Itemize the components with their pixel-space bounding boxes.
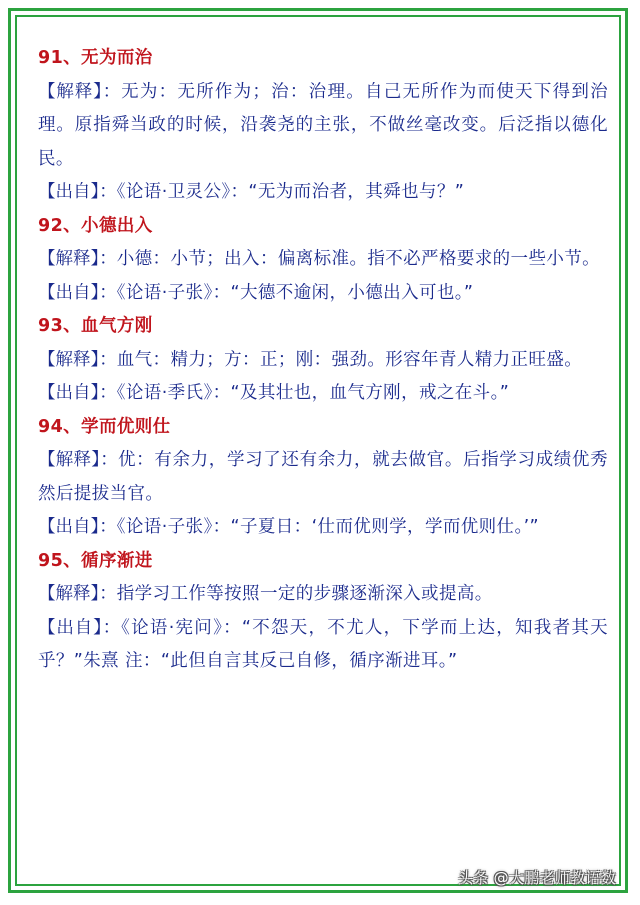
entry-source	[38, 377, 608, 411]
idiom-entry	[38, 310, 608, 411]
source-text: 《论语·卫灵公》：“无为而治者，其舜也与？”	[116, 182, 465, 202]
entry-title: 91、无为而治	[38, 48, 153, 68]
source-tag: 【出自】：	[38, 182, 117, 202]
source-tag: 【出自】：	[38, 383, 117, 403]
entry-explanation	[38, 76, 608, 177]
watermark: 头条 @大鹏老师教语数	[458, 869, 617, 887]
explain-text: 优：有余力，学习了还有余力，就去做官。后指学习成绩优秀然后提拔当官。	[38, 450, 608, 504]
explain-tag: 【解释】：	[38, 584, 117, 604]
idiom-entry	[38, 42, 608, 210]
entry-explanation	[38, 444, 608, 511]
explain-tag: 【解释】：	[38, 349, 117, 370]
entry-source	[38, 277, 608, 311]
idiom-entry	[38, 210, 608, 311]
entry-title: 92、小德出入	[38, 215, 153, 236]
explain-text: 小德：小节；出入：偏离标准。指不必严格要求的一些小节。	[116, 249, 601, 269]
entry-explanation	[38, 243, 608, 277]
entry-explanation	[38, 344, 608, 378]
source-tag: 【出自】：	[38, 617, 122, 638]
entry-source	[38, 176, 608, 210]
explain-tag: 【解释】：	[38, 81, 122, 102]
entry-explanation	[38, 578, 608, 612]
source-tag: 【出自】：	[38, 517, 117, 537]
source-text: 《论语·子张》：“子夏日：‘仕而优则学，学而优则仕。’”	[116, 517, 540, 537]
idiom-entry	[38, 411, 608, 545]
explain-tag: 【解释】：	[38, 450, 119, 470]
explain-text: 无为：无所作为；治：治理。自己无所作为而使天下得到治理。原指舜当政的时候，沿袭尧的主张，不做丝毫改变。后泛指以德化民。	[38, 81, 608, 169]
source-text: 《论语·季氏》：“及其壮也，血气方刚，戒之在斗。”	[116, 383, 510, 403]
entry-title: 94、学而优则仕	[38, 416, 171, 437]
entry-source	[38, 511, 608, 545]
source-text: 《论语·子张》：“大德不逾闲，小德出入可也。”	[116, 282, 474, 303]
entry-title: 93、血气方刚	[38, 316, 153, 336]
idiom-list	[38, 42, 608, 679]
idiom-entry	[38, 545, 608, 679]
explain-tag: 【解释】：	[38, 249, 117, 269]
explain-text: 血气：精力；方：正；刚：强劲。形容年青人精力正旺盛。	[116, 349, 583, 370]
entry-source	[38, 612, 608, 679]
source-text: 《论语·宪问》：“不怨天，不尤人，下学而上达，知我者其天乎？”朱熹 注：“此但自言其反己自修，循序渐进耳。”	[38, 617, 609, 671]
entry-title: 95、循序渐进	[38, 550, 153, 571]
explain-text: 指学习工作等按照一定的步骤逐渐深入或提高。	[116, 584, 493, 604]
source-tag: 【出自】：	[38, 282, 117, 303]
